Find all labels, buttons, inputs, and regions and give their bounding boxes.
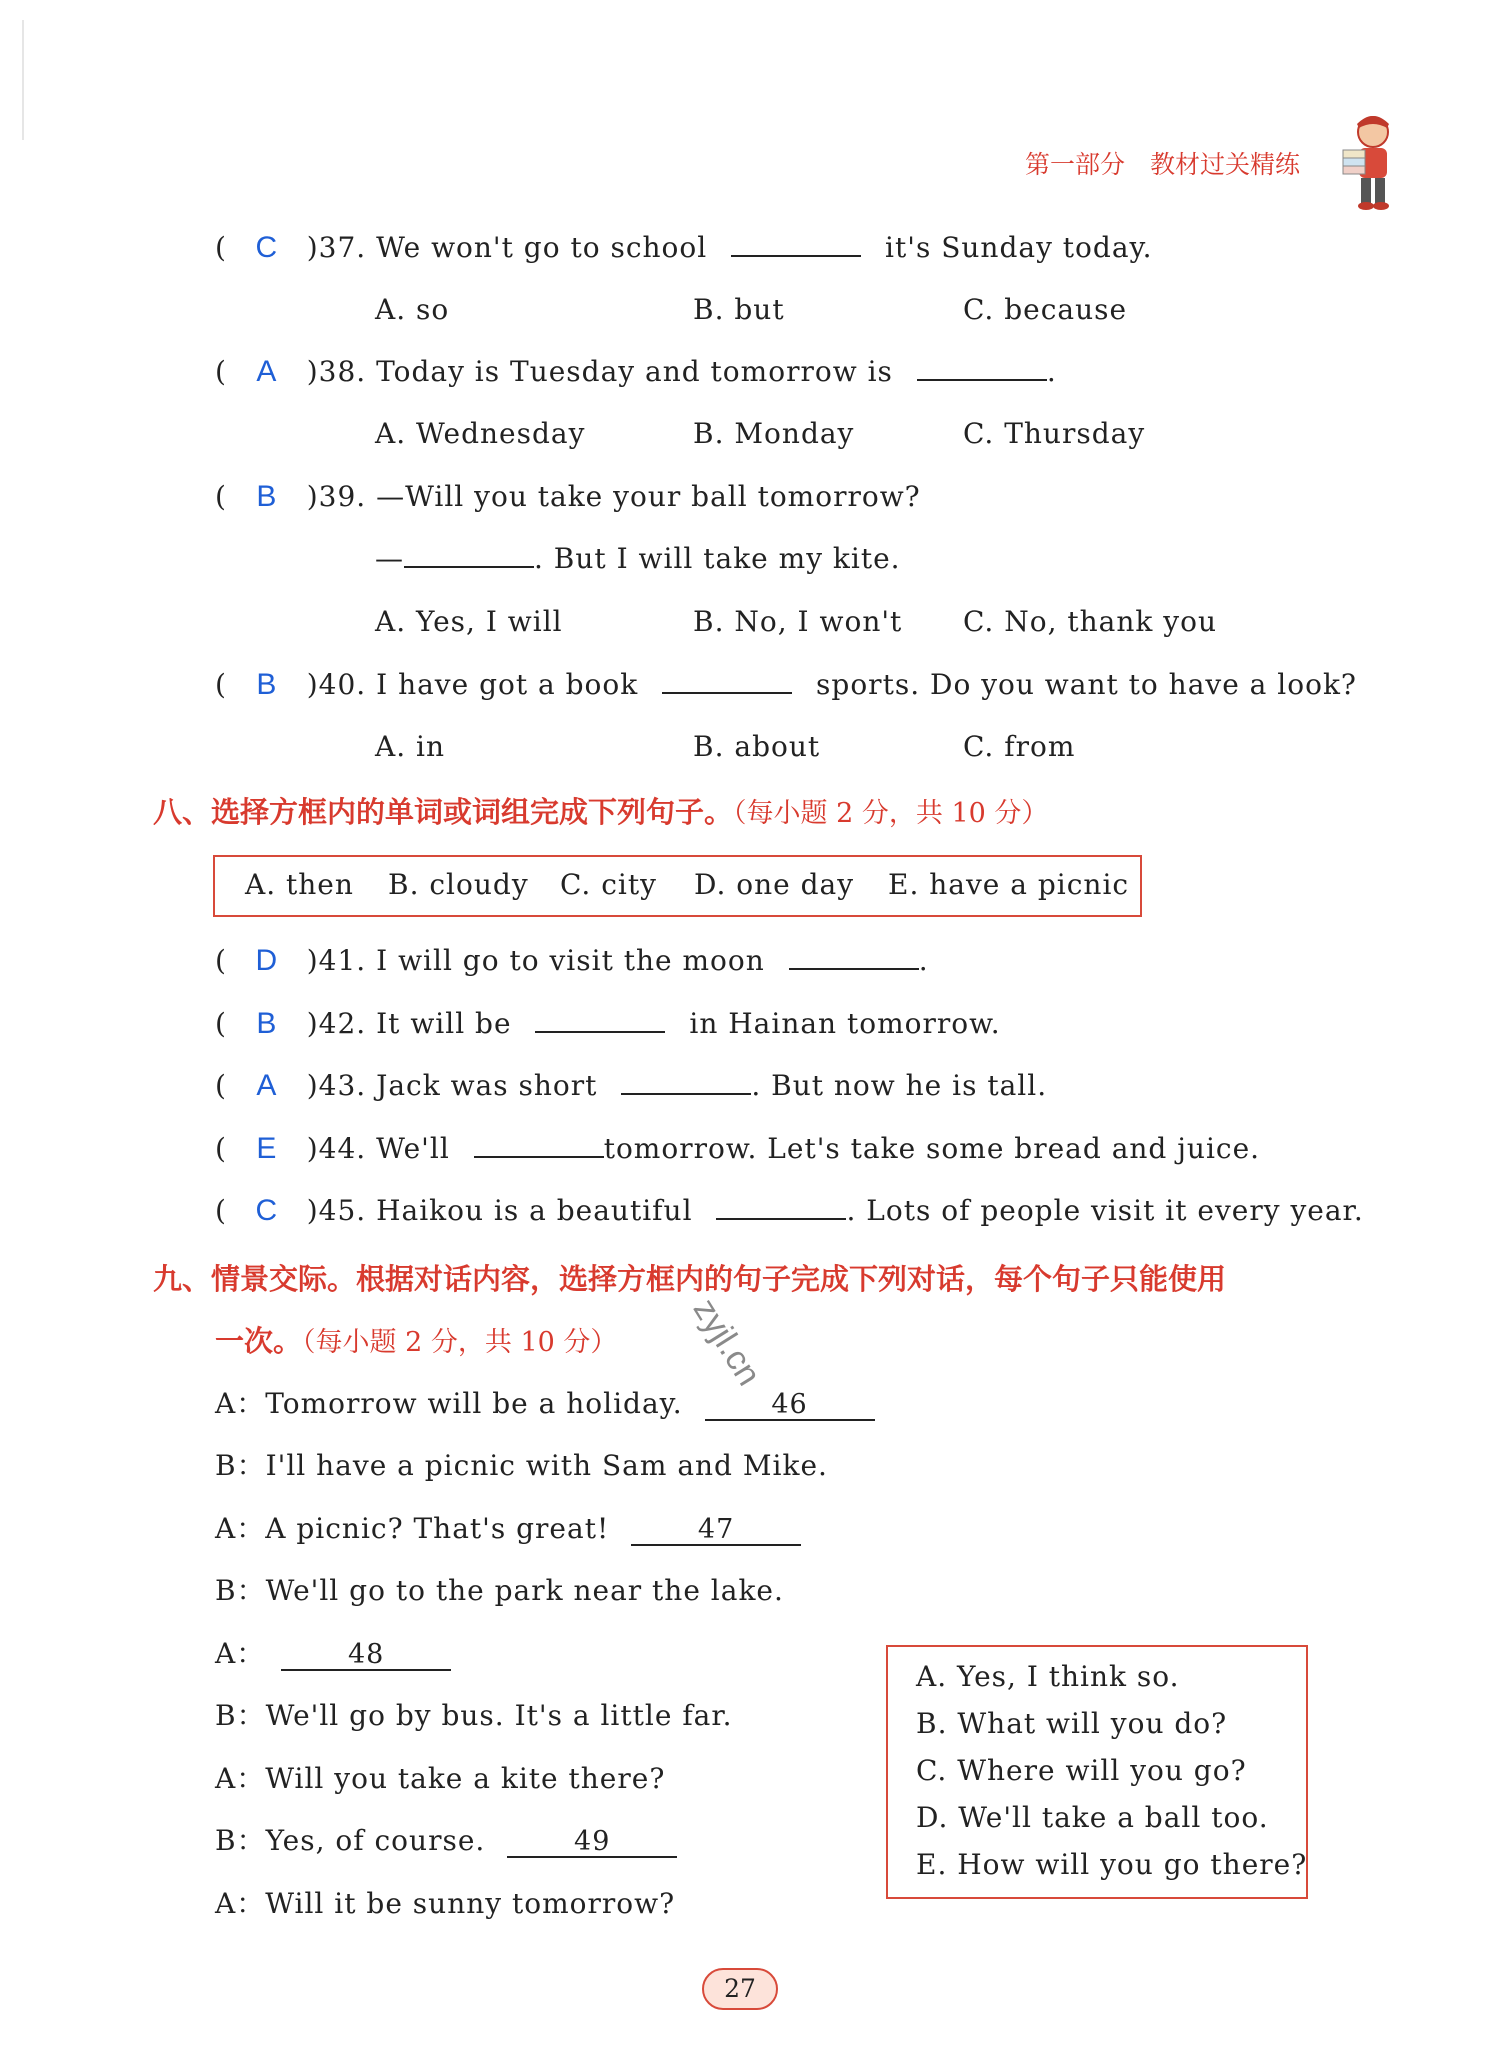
dash: — — [375, 542, 404, 575]
dialog-line-2 — [215, 1444, 828, 1484]
blank-48: 48 — [281, 1641, 451, 1671]
speaker: A： — [215, 1637, 266, 1670]
word-box-e: E. have a picnic — [888, 868, 1130, 901]
dialog-text: Tomorrow will be a holiday. — [265, 1387, 683, 1420]
section-9-score: （每小题 2 分，共 10 分） — [302, 1327, 618, 1358]
sentence-box-d: D. We'll take a ball too. — [916, 1801, 1269, 1834]
option-38-b: B. Monday — [693, 417, 855, 450]
answer-43: A — [256, 1069, 278, 1102]
answer-45: C — [255, 1194, 279, 1227]
dialog-line-4 — [215, 1569, 784, 1609]
blank-44 — [474, 1132, 604, 1158]
option-38-c: C. Thursday — [963, 417, 1146, 450]
sentence-box-c: C. Where will you go? — [916, 1754, 1247, 1787]
question-39-reply — [375, 542, 901, 575]
dialog-text: Yes, of course. — [265, 1824, 486, 1857]
speaker: B： — [215, 1699, 266, 1732]
question-42-text-after: in Hainan tomorrow. — [689, 1007, 1001, 1040]
section-9-title-line2 — [215, 1319, 617, 1360]
dialog-line-3 — [215, 1507, 801, 1547]
question-43-text-after: . But now he is tall. — [751, 1069, 1048, 1102]
section-9-title-line2-text: 一次。 — [215, 1324, 303, 1358]
page-number: 27 — [702, 1968, 778, 2010]
dialog-text: We'll go to the park near the lake. — [265, 1574, 784, 1607]
speaker: A： — [215, 1512, 266, 1545]
question-38-text: )38. Today is Tuesday and tomorrow is — [306, 355, 893, 388]
question-40-text-after: sports. Do you want to have a look? — [816, 668, 1357, 701]
blank-38 — [917, 355, 1047, 381]
answer-37: C — [255, 231, 279, 264]
blank-42 — [535, 1007, 665, 1033]
dialog-text: I'll have a picnic with Sam and Mike. — [265, 1449, 828, 1482]
option-40-b: B. about — [693, 730, 821, 763]
answer-39: B — [256, 480, 278, 513]
blank-46: 46 — [705, 1391, 875, 1421]
question-38-text-after: . — [1046, 355, 1057, 388]
option-40-a: A. in — [375, 730, 446, 763]
option-38-a: A. Wednesday — [375, 417, 586, 450]
question-42-text: )42. It will be — [306, 1007, 512, 1040]
option-39-b: B. No, I won't — [693, 605, 903, 638]
section-8-score: （每小题 2 分，共 10 分） — [733, 798, 1049, 829]
question-45-text: )45. Haikou is a beautiful — [306, 1194, 693, 1227]
option-39-a: A. Yes, I will — [375, 605, 563, 638]
question-37-text: )37. We won't go to school — [306, 231, 708, 264]
mascot-icon — [1335, 110, 1405, 210]
question-39-text: )39. —Will you take your ball tomorrow? — [306, 480, 921, 513]
blank-43 — [621, 1069, 751, 1095]
question-44: ( E )44. We'll tomorrow. Let's take some bread and juice. — [215, 1132, 1261, 1165]
question-41-text: )41. I will go to visit the moon — [306, 944, 765, 977]
speaker: B： — [215, 1574, 266, 1607]
sentence-box-e: E. How will you go there? — [916, 1848, 1308, 1881]
option-40-c: C. from — [963, 730, 1076, 763]
blank-41 — [789, 944, 919, 970]
section-9-title-line1: 九、情景交际。根据对话内容，选择方框内的句子完成下列对话，每个句子只能使用 — [153, 1262, 1227, 1296]
question-41-text-after: . — [918, 944, 929, 977]
watermark: zyjl.cn — [685, 1292, 769, 1393]
page-edge-line — [22, 20, 24, 140]
answer-42: B — [256, 1007, 278, 1040]
option-39-c: C. No, thank you — [963, 605, 1217, 638]
speaker: B： — [215, 1824, 266, 1857]
question-43: ( A )43. Jack was short . But now he is tall. — [215, 1069, 1048, 1102]
answer-44: E — [256, 1132, 278, 1165]
option-37-b: B. but — [693, 293, 785, 326]
question-37-text-after: it's Sunday today. — [885, 231, 1153, 264]
blank-45 — [716, 1194, 846, 1220]
answer-40: B — [256, 668, 278, 701]
question-45: ( C )45. Haikou is a beautiful . Lots of people visit it every year. — [215, 1194, 1364, 1227]
option-37-a: A. so — [375, 293, 450, 326]
blank-40 — [662, 668, 792, 694]
dialog-text: We'll go by bus. It's a little far. — [265, 1699, 733, 1732]
word-box-d: D. one day — [694, 868, 855, 901]
option-37-c: C. because — [963, 293, 1128, 326]
question-42: ( B )42. It will be in Hainan tomorrow. — [215, 1007, 1001, 1040]
question-43-text: )43. Jack was short — [306, 1069, 598, 1102]
speaker: A： — [215, 1387, 266, 1420]
question-45-text-after: . Lots of people visit it every year. — [846, 1194, 1364, 1227]
question-40-text: )40. I have got a book — [306, 668, 639, 701]
word-box-c: C. city — [560, 868, 657, 901]
dialog-line-7 — [215, 1757, 665, 1797]
answer-41: D — [255, 944, 279, 977]
speaker: B： — [215, 1449, 266, 1482]
dialog-line-8 — [215, 1819, 677, 1859]
header-title: 第一部分 教材过关精练 — [1025, 150, 1301, 179]
blank-39 — [404, 542, 534, 568]
question-40: ( B )40. I have got a book sports. Do you want to have a look? — [215, 668, 1357, 701]
blank-49: 49 — [507, 1828, 677, 1858]
section-8-title — [153, 790, 1048, 831]
dialog-line-6 — [215, 1694, 733, 1734]
dialog-text: Will you take a kite there? — [265, 1762, 666, 1795]
question-37: ( C )37. We won't go to school it's Sunday today. — [215, 231, 1153, 264]
question-38: ( A )38. Today is Tuesday and tomorrow is . — [215, 355, 1057, 388]
speaker: A： — [215, 1887, 266, 1920]
word-box-b: B. cloudy — [388, 868, 529, 901]
dialog-line-1 — [215, 1382, 875, 1422]
question-39-reply-text: . But I will take my kite. — [534, 542, 901, 575]
dialog-text: Will it be sunny tomorrow? — [265, 1887, 676, 1920]
dialog-text: A picnic? That's great! — [265, 1512, 610, 1545]
section-8-title-text: 八、选择方框内的单词或词组完成下列句子。 — [153, 795, 734, 829]
sentence-box-a: A. Yes, I think so. — [916, 1660, 1180, 1693]
dialog-line-9 — [215, 1882, 675, 1922]
blank-47: 47 — [631, 1516, 801, 1546]
question-44-text-after: tomorrow. Let's take some bread and juice. — [603, 1132, 1261, 1165]
dialog-line-5 — [215, 1632, 451, 1672]
question-39: ( B )39. —Will you take your ball tomorrow? — [215, 480, 921, 513]
word-box-a: A. then — [245, 868, 354, 901]
speaker: A： — [215, 1762, 266, 1795]
answer-38: A — [256, 355, 278, 388]
question-44-text: )44. We'll — [306, 1132, 450, 1165]
blank-37 — [731, 231, 861, 257]
sentence-box-b: B. What will you do? — [916, 1707, 1228, 1740]
question-41: ( D )41. I will go to visit the moon . — [215, 944, 929, 977]
